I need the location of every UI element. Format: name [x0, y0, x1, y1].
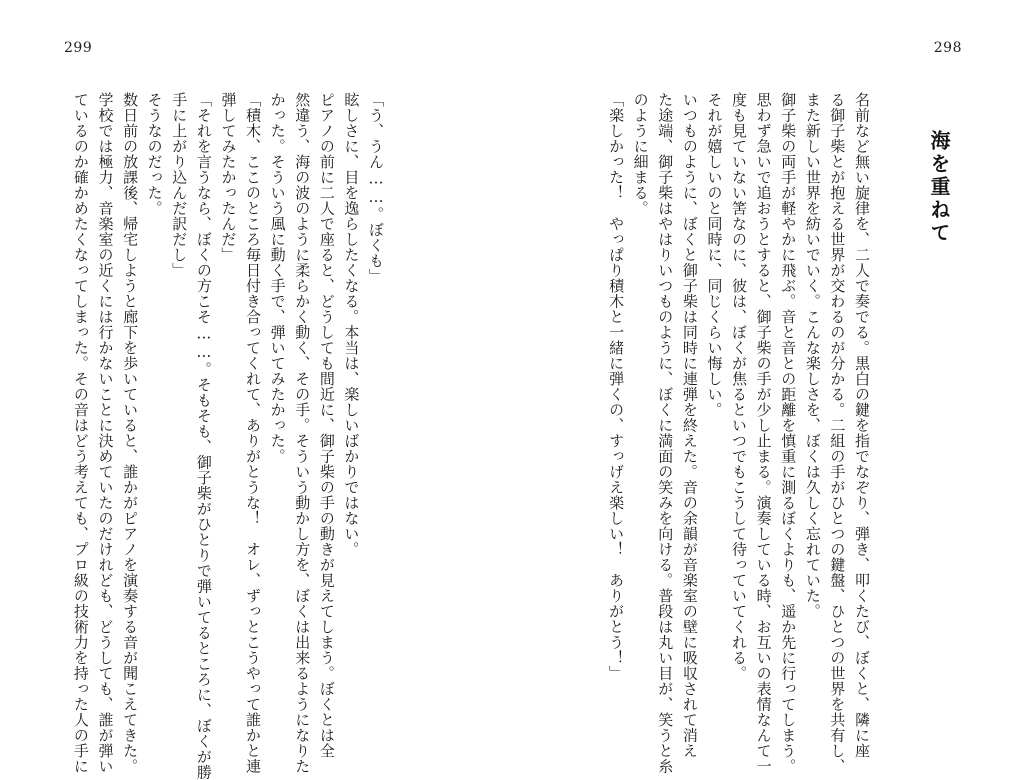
page-number-left: 299 [64, 40, 93, 56]
text-line: る御子柴とが抱える世界が交わるのが分かる。二組の手がひとつの鍵盤、ひとつの世界を共有し、 [828, 92, 847, 774]
text-line: また新しい世界を紡いでいく。こんな楽しさを、ぼくは久しく忘れていた。 [803, 92, 822, 619]
text-line: 「積木、ここのところ毎日付き合ってくれて、ありがとうな！ オレ、ずっとこうやって誰かと連 [244, 92, 263, 774]
text-line: 然違う、海の波のように柔らかく動く、その手。そういう動かし方を、ぼくは出来るようになりた [293, 92, 312, 774]
text-line: そうなのだった。 [145, 92, 164, 216]
text-line: 「それを言うなら、ぼくの方こそ……。そもそも、御子柴がひとりで弾いてるところに、ぼくが勝 [194, 92, 213, 780]
text-line: 手に上がり込んだ訳だし」 [170, 92, 189, 278]
chapter-title: 海を重ねて [927, 130, 951, 245]
page-number-right: 298 [933, 40, 962, 56]
text-line: 御子柴の両手が軽やかに飛ぶ。音と音との距離を慎重に測るぼくよりも、遥か先に行ってしまう。 [779, 92, 798, 774]
text-line: 数日前の放課後、帰宅しようと廊下を歩いていると、誰かがピアノを演奏する音が聞こえてきた。 [121, 92, 140, 774]
text-line: 眩しさに、目を逸らしたくなる。本当は、楽しいばかりではない。 [342, 92, 361, 557]
text-line: 度も見ていない筈なのに、彼は、ぼくが焦るといつでもこうして待っていてくれる。 [730, 92, 749, 681]
left-page-body [71, 92, 388, 780]
text-line: た途端、御子柴はやはりいつものように、ぼくに満面の笑みを向ける。普段は丸い目が、笑うと糸 [656, 92, 675, 774]
text-line: 思わず急いで追おうとすると、御子柴の手が少し止まる。演奏している時、お互いの表情なんて一 [754, 92, 773, 774]
text-line: いつものように、ぼくと御子柴は同時に連弾を終えた。音の余韻が音楽室の壁に吸収されて消え [680, 92, 699, 759]
right-page-body [607, 92, 874, 774]
text-line: 「楽しかった！ やっぱり積木と一緒に弾くの、すっげえ楽しい！ ありがとう！」 [607, 92, 626, 681]
text-line: 学校では極力、音楽室の近くには行かないことに決めていたのだけれども、どうしても、誰が弾い [96, 92, 115, 774]
text-line: ピアノの前に二人で座ると、どうしても間近に、御子柴の手の動きが見えてしまう。ぼくとは全 [317, 92, 336, 759]
text-line: かった。そういう風に動く手で、弾いてみたかった。 [268, 92, 287, 464]
text-line: 「う、うん……。ぼくも」 [367, 92, 385, 284]
text-line: それが嬉しいのと同時に、同じくらい悔しい。 [705, 92, 724, 418]
text-line: 名前など無い旋律を、二人で奏でる。黒白の鍵を指でなぞり、弾き、叩くたび、ぼくと、隣に座 [853, 92, 871, 759]
text-line: のように細まる。 [631, 92, 650, 216]
text-line: ているのか確かめたくなってしまった。その音はどう考えても、プロ級の技術力を持った人の手に [71, 92, 90, 774]
text-line: 弾してみたかったんだ」 [219, 92, 238, 263]
